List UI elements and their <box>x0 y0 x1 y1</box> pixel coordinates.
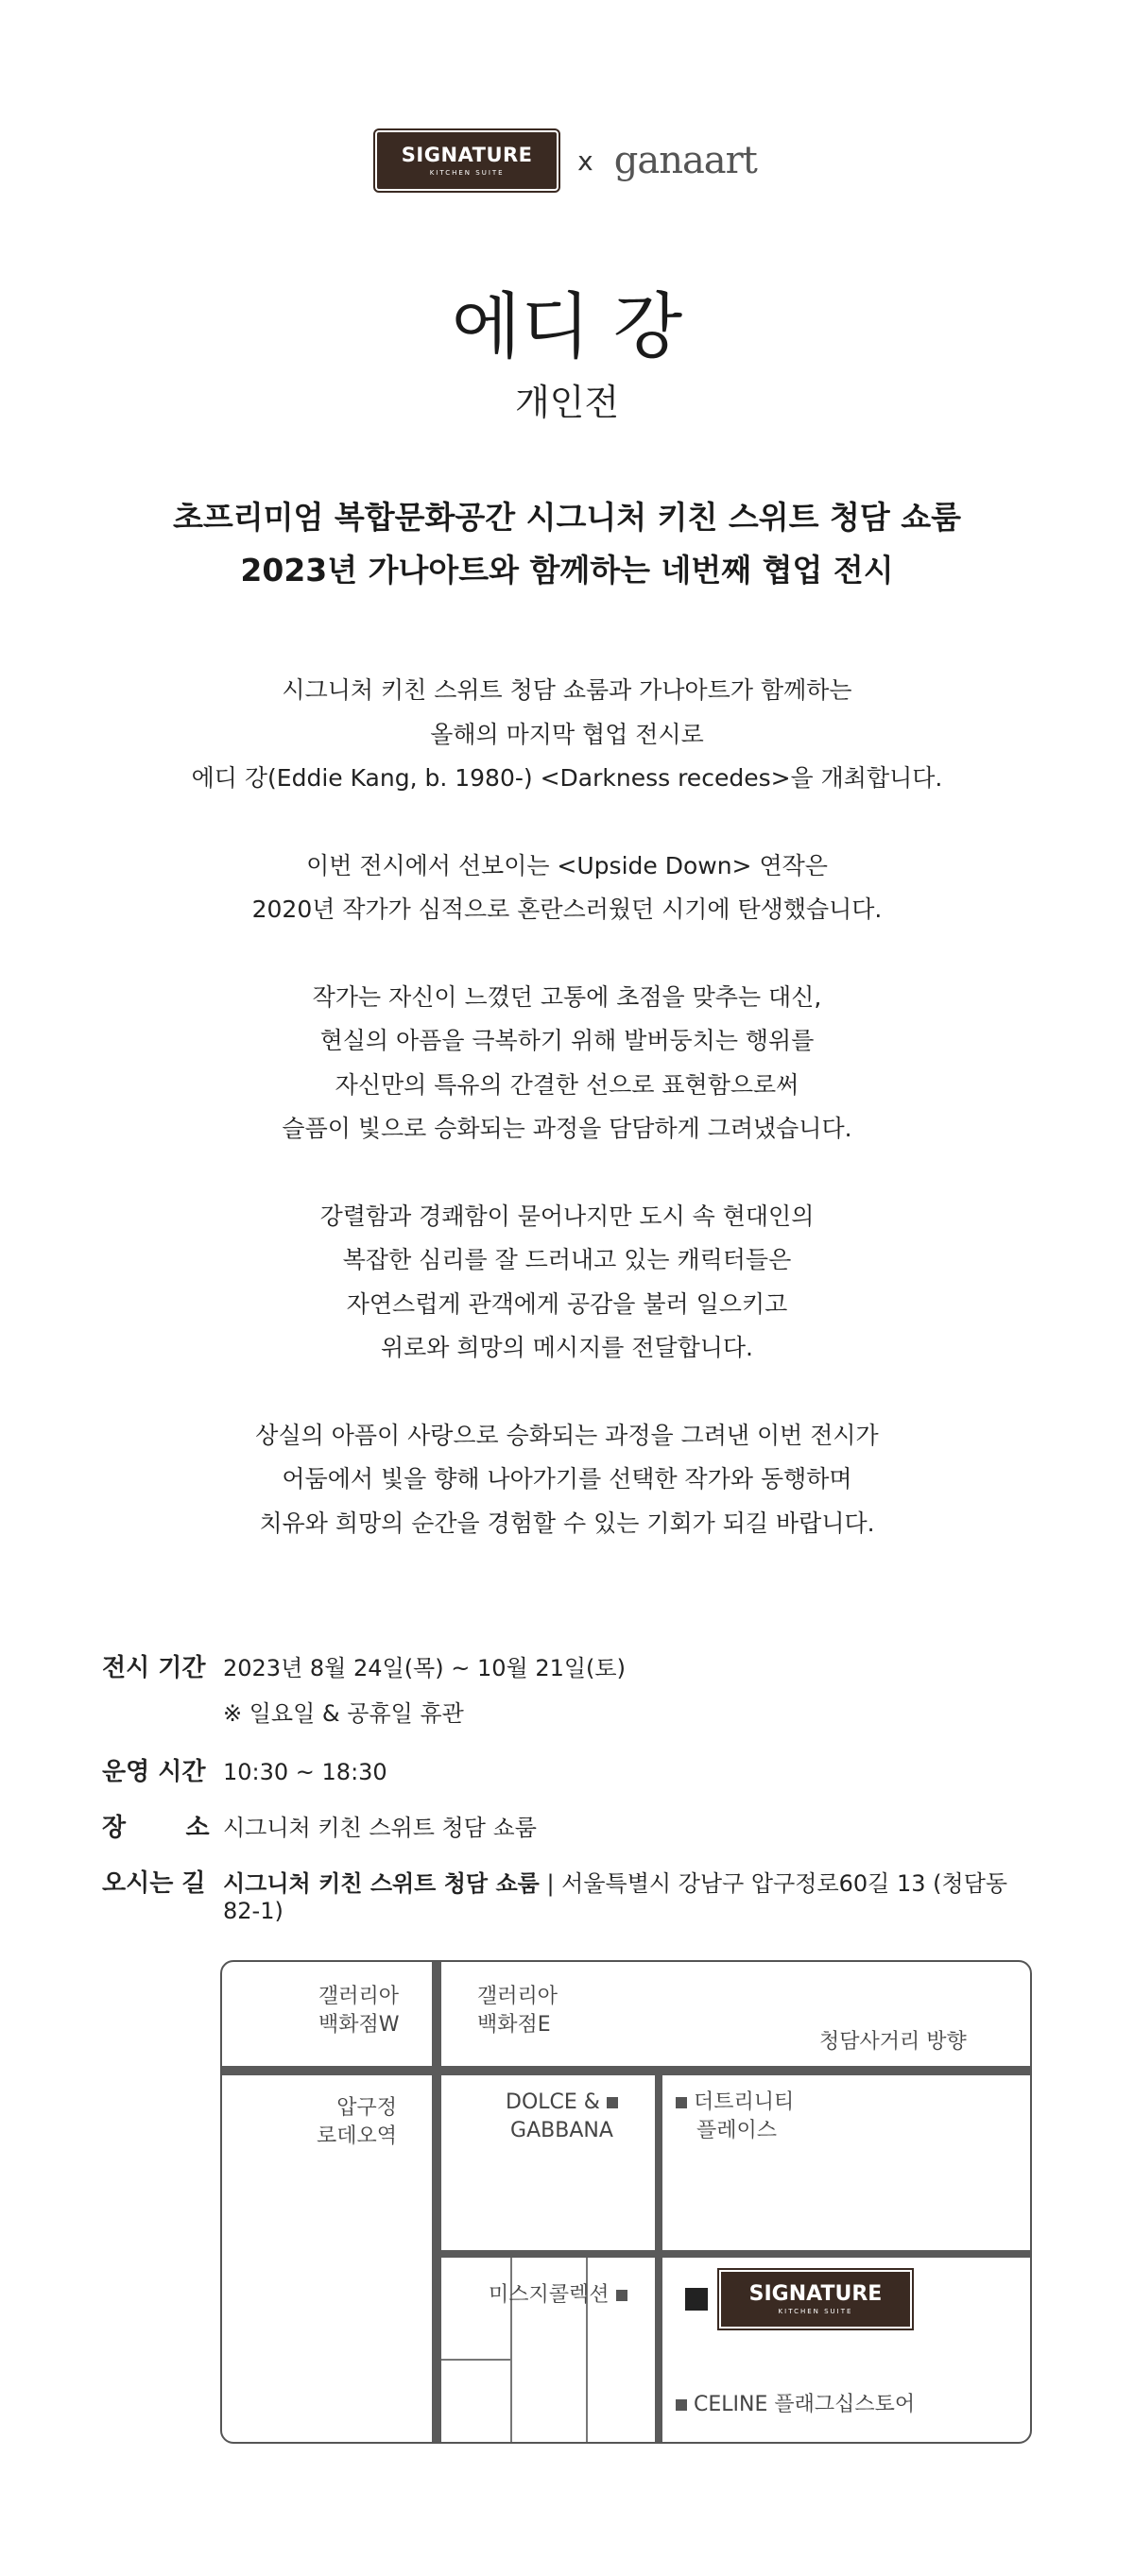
paragraph-line: 슬픔이 빛으로 승화되는 과정을 담담하게 그려냈습니다. <box>282 1115 852 1142</box>
directions-address: | 서울특별시 강남구 압구정로60길 13 (청담동 82-1) <box>223 1870 1008 1924</box>
place-value: 시그니처 키친 스위트 청담 쇼룸 <box>223 1815 537 1841</box>
map-signature-logo-text: SIGNATURE <box>748 2281 883 2306</box>
map-label-line: 플레이스 <box>696 2119 778 2142</box>
directions-venue: 시그니처 키친 스위트 청담 쇼룸 <box>223 1870 540 1897</box>
map-label-line: 백화점W <box>318 2013 400 2037</box>
map-label-line: 갤러리아 <box>318 1985 400 2008</box>
map-road <box>222 2066 1032 2075</box>
collab-x-mark: x <box>577 145 593 177</box>
map-label-line: 백화점E <box>477 2013 551 2037</box>
paragraph-line: 어둠에서 빛을 향해 나아가기를 선택한 작가와 동행하며 <box>282 1465 852 1493</box>
map-label-galleria-e <box>477 1983 558 2039</box>
map-label-text: 더트리니티 <box>694 2090 795 2114</box>
paragraph-line: 에디 강(Eddie Kang, b. 1980-) <Darkness recedes>을 개최합니다. <box>191 764 943 792</box>
directions-value <box>223 1865 1047 1924</box>
map-label-cheongdam: 청담사거리 방향 <box>819 2030 967 2054</box>
exhibition-title: 에디 강 <box>451 284 683 368</box>
map-label-text: CELINE 플래그십스토어 <box>694 2393 916 2416</box>
map-road <box>441 2250 1032 2258</box>
map-label-line <box>676 2089 794 2117</box>
place-label: 장 소 <box>102 1814 210 1842</box>
period-note: ※ 일요일 & 공휴일 휴관 <box>223 1700 464 1727</box>
period-value: 2023년 8월 24일(목) ~ 10월 21일(토) <box>223 1655 626 1681</box>
map-road <box>432 1962 441 2444</box>
ganaart-logo: ganaart <box>613 139 757 182</box>
map-label-galleria-w <box>318 1983 400 2039</box>
paragraph-line: 이번 전시에서 선보이는 <Upside Down> 연작은 <box>306 851 828 879</box>
signature-logo-text: SIGNATURE <box>401 143 533 166</box>
paragraph-line: 자신만의 특유의 간결한 선으로 표현함으로써 <box>335 1070 799 1099</box>
map-label-text: 미스지콜렉션 <box>489 2283 610 2307</box>
marker-square-icon <box>676 2399 687 2411</box>
info-hours <box>102 1752 1047 1787</box>
signature-logo-subtext: KITCHEN SUITE <box>429 168 505 177</box>
map-label-line: 갤러리아 <box>477 1985 558 2008</box>
paragraph-line: 시그니처 키친 스위트 청담 쇼룸과 가나아트가 함께하는 <box>282 676 852 704</box>
paragraph <box>0 669 1134 801</box>
paragraph-line: 2020년 작가가 심적으로 혼란스러웠던 시기에 탄생했습니다. <box>251 896 883 923</box>
paragraph-line: 현실의 아픔을 극복하기 위해 발버둥치는 행위를 <box>319 1027 815 1054</box>
paragraph <box>0 976 1134 1152</box>
marker-square-icon <box>607 2097 618 2108</box>
map-label-trinity-place <box>676 2089 794 2145</box>
headline <box>0 491 1134 597</box>
location-map <box>220 1960 1032 2444</box>
marker-square-icon <box>676 2097 687 2108</box>
partner-logos <box>0 132 1134 189</box>
map-label-line: 로데오역 <box>317 2124 398 2148</box>
paragraph-line: 작가는 자신이 느꼈던 고통에 초점을 맞추는 대신, <box>312 982 822 1011</box>
map-signature-logo-subtext: KITCHEN SUITE <box>778 2307 853 2315</box>
paragraph-line: 자연스럽게 관객에게 공감을 불러 일으키고 <box>346 1289 788 1318</box>
info-place <box>102 1808 1047 1843</box>
map-road <box>655 2075 662 2444</box>
map-label-celine <box>676 2391 915 2419</box>
map-label-dolce-gabbana <box>506 2089 618 2145</box>
exhibition-subtitle: 개인전 <box>514 382 620 423</box>
location-marker-icon <box>685 2288 708 2311</box>
map-label-line: 압구정 <box>336 2096 398 2120</box>
map-signature-logo <box>721 2272 910 2327</box>
exhibition-info <box>102 1648 1047 1945</box>
marker-square-icon <box>616 2290 627 2301</box>
paragraph-line: 상실의 아픔이 사랑으로 승화되는 과정을 그려낸 이번 전시가 <box>255 1421 879 1449</box>
info-directions <box>102 1864 1047 1924</box>
hours-label: 운영 시간 <box>102 1758 206 1786</box>
paragraph-line: 위로와 희망의 메시지를 전달합니다. <box>380 1334 754 1361</box>
map-label-apgujeong <box>317 2094 397 2151</box>
paragraph-line: 강렬함과 경쾌함이 묻어나지만 도시 속 현대인의 <box>319 1202 815 1230</box>
paragraph <box>0 844 1134 932</box>
map-label-line: GABBANA <box>510 2119 613 2142</box>
directions-label: 오시는 길 <box>102 1869 206 1898</box>
paragraph-line: 복잡한 심리를 잘 드러내고 있는 캐릭터들은 <box>342 1246 792 1273</box>
paragraph <box>0 1414 1134 1546</box>
hours-value: 10:30 ~ 18:30 <box>223 1759 387 1785</box>
map-alley <box>441 2359 510 2361</box>
headline-line: 2023년 가나아트와 함께하는 네번째 협업 전시 <box>240 552 894 589</box>
paragraph <box>0 1195 1134 1371</box>
period-label: 전시 기간 <box>102 1654 206 1682</box>
map-label-text: DOLCE & <box>506 2090 600 2114</box>
headline-line: 초프리미엄 복합문화공간 시그니처 키친 스위트 청담 쇼룸 <box>172 499 961 536</box>
info-period <box>102 1648 1047 1683</box>
exhibition-description <box>0 669 1134 1589</box>
paragraph-line: 올해의 마지막 협업 전시로 <box>430 720 704 748</box>
signature-kitchen-suite-logo <box>377 132 557 189</box>
paragraph-line: 치유와 희망의 순간을 경험할 수 있는 기회가 되길 바랍니다. <box>259 1509 875 1537</box>
map-label-line <box>506 2089 618 2117</box>
map-label-missy-collection <box>489 2281 627 2310</box>
